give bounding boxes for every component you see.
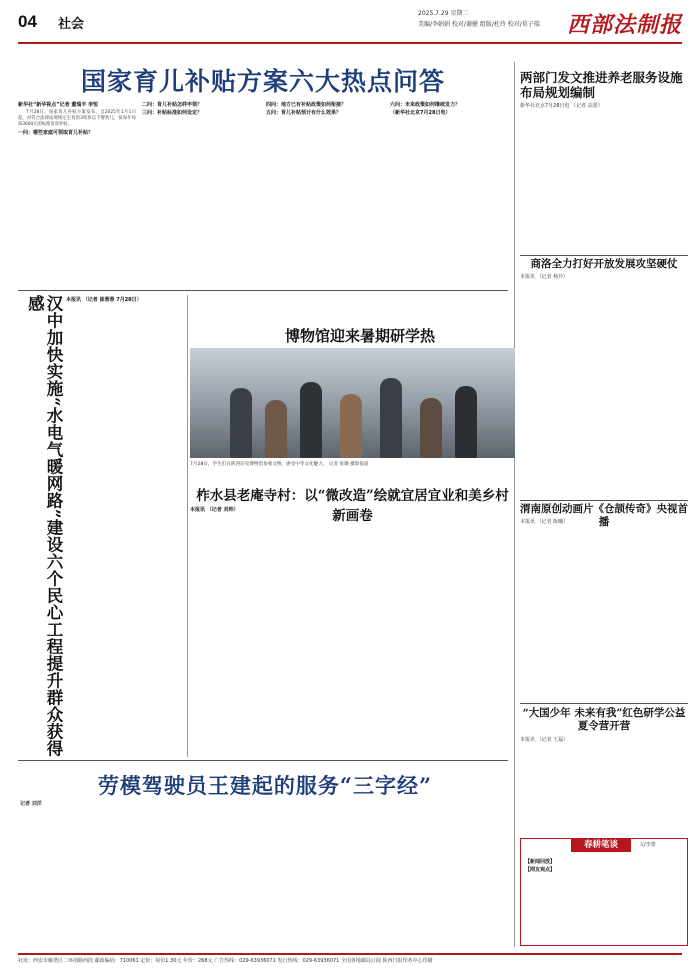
photo-figure (265, 400, 287, 458)
q1-heading: 一问：哪些家庭可领取育儿补贴？ (18, 130, 94, 137)
side-1-byline: 新华社北京7月28日电 （记者 高蕾） (520, 103, 603, 109)
page-footer: 社址：西安市雁塔区二环南路西段 邮政编码：710061 定价：每份1.30元 年价：268元 广告热线：029-63936071 发行热线：029-63936071 全国各地邮局订阅 陕西日报印务中心印刷 (18, 953, 682, 967)
vertical-article-body (66, 295, 184, 757)
photo-figure (455, 386, 477, 458)
side-2-byline: 本报讯 （记者 杨玲） (520, 274, 569, 280)
third-article-headline: 劳模驾驶员王建起的服务“三字经” (97, 773, 433, 798)
side-1-headline: 两部门发文推进养老服务设施布局规划编制 (520, 70, 683, 100)
masthead (18, 6, 682, 44)
q6-heading: 六问：未来政策如何继续发力？ (390, 102, 461, 108)
q5-heading: 五问：育儿补贴预计有什么效果？ (266, 110, 342, 117)
main-article-lead: 7月28日，国家育儿补贴方案发布，自2025年1月1日起，对符合法律法规规定生育的3周岁以下婴幼儿，按每年每孩3600元的标准发放补贴。 (18, 110, 136, 128)
commentary-news-recap: 【新闻回放】 (525, 859, 556, 865)
photo-caption: 7月28日，学生们在陕西历史博物馆参观文物，感受中华文化魅力。 记者 张璐 摄影报道 (190, 462, 369, 467)
museum-photo (190, 348, 515, 458)
main-article-byline: 新华社“新华视点”记者 董瑞丰 李恒 (18, 102, 99, 108)
main-article-bottom-rule (18, 290, 508, 291)
photo-feature-headline: 博物馆迎来暑期研学热 (284, 327, 435, 345)
third-article-col-4 (392, 800, 508, 948)
photo-figure (300, 382, 322, 458)
side-2-headline: 商洛全力打好开放发展攻坚硬仗 (530, 258, 678, 270)
commentary-netizen-views: 【网友观点】 (525, 867, 556, 874)
side-4-body (520, 744, 688, 832)
third-article-col-3 (268, 800, 386, 948)
second-article-col-1 (190, 505, 294, 755)
third-article-col-2 (144, 800, 262, 948)
q2-heading: 二问：育儿补贴怎样申领？ (142, 102, 203, 108)
commentary-column-title: 春耕笔谈 (571, 838, 631, 852)
vertical-headline: 汉中加快实施“水电气暖网路”建设六个民心工程提升群众获得感 (25, 295, 63, 757)
commentary-column-author: 文/李蕾 (639, 842, 656, 848)
side-4-byline: 本报讯 （记者 王磊） (520, 737, 569, 743)
side-rule-3 (520, 703, 688, 704)
photo-figure (380, 378, 402, 458)
main-article-col-2 (142, 100, 260, 285)
commentary-column-box (520, 838, 688, 946)
side-rule-2 (520, 500, 688, 501)
side-2-body (520, 281, 688, 497)
section-name: 社会 (58, 17, 85, 32)
vertical-article-byline: 本报讯 （记者 崔蓉蓉 7月28日） (66, 297, 142, 303)
photo-figure (340, 394, 362, 458)
newspaper-logo: 西部法制报 (566, 12, 682, 38)
q4-heading: 四问：地方已有补贴政策如何衔接？ (266, 102, 347, 108)
side-4-headline: “大国少年 未来有我”红色研学公益夏令营开营 (522, 707, 686, 732)
side-1-body (520, 110, 688, 252)
second-article-col-3 (410, 505, 512, 755)
second-article-byline: 本报讯 （记者 刘帅） (190, 507, 239, 513)
main-headline: 国家育儿补贴方案六大热点问答 (80, 67, 445, 96)
vertical-article-divider (187, 295, 188, 757)
second-article-headline: 柞水县老庵寺村：以“微改造”绘就宜居宜业和美乡村新画卷 (196, 488, 509, 524)
page-number: 04 (18, 12, 37, 31)
side-rule-1 (520, 255, 688, 256)
main-article-col-4 (390, 100, 508, 285)
photo-figure (230, 388, 252, 458)
commentary-column-body (525, 857, 683, 943)
main-article-source-note: （新华社北京7月28日电） (390, 110, 451, 117)
side-3-body (520, 526, 688, 700)
photo-figure (420, 398, 442, 458)
lower-section-rule (18, 760, 508, 761)
dateline: 2025.7.29 星期二 (418, 10, 469, 17)
q3-heading: 三问：补贴标准如何设定？ (142, 110, 203, 117)
second-article-col-2 (300, 505, 404, 755)
third-article-byline: 记者 刘洋 (20, 801, 42, 807)
main-article-col-1 (18, 100, 136, 285)
main-article-col-3 (266, 100, 384, 285)
editors-line: 美编/李娟娟 校对/谢健 组版/杜玲 校对/莫子瑞 (418, 21, 540, 28)
third-article-col-1 (20, 808, 138, 948)
side-3-byline: 本报讯 （记者 陈曦） (520, 519, 569, 525)
side-3-headline: 渭南原创动画片《仓颉传奇》央视首播 (520, 503, 688, 528)
